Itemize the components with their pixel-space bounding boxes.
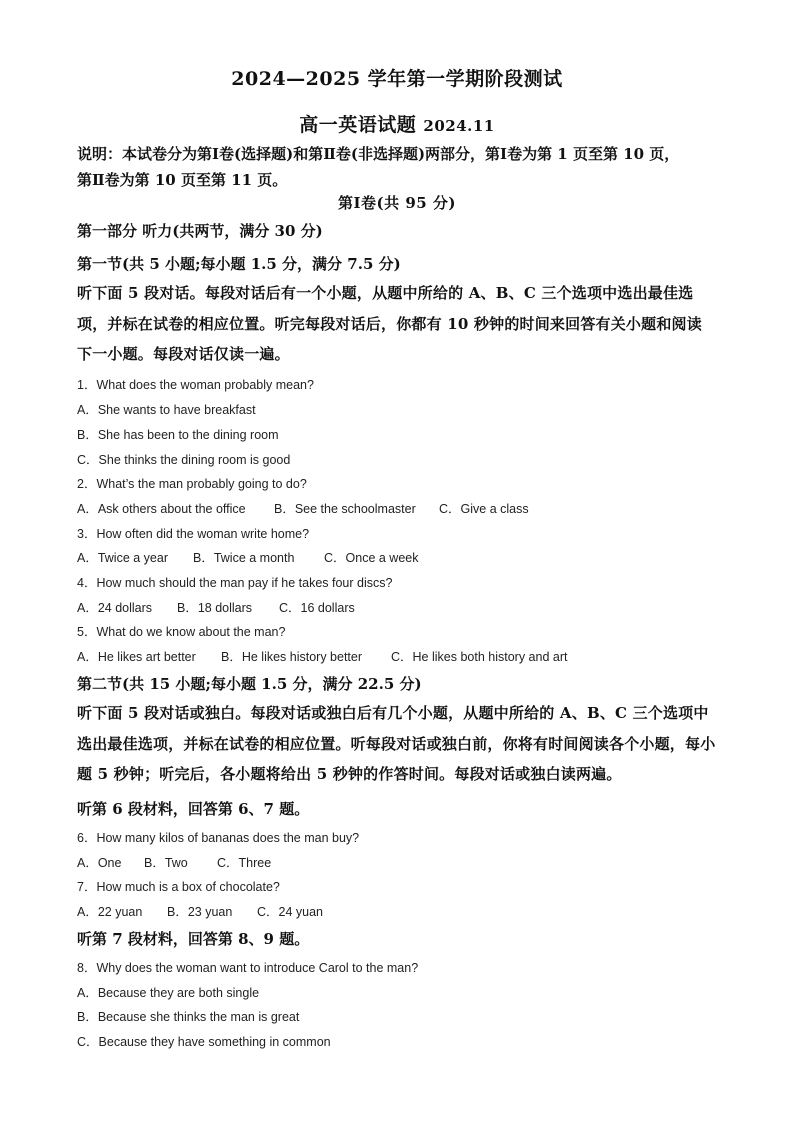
answer-option: B．He likes history better	[221, 650, 363, 664]
answer-option: C．She thinks the dining room is good	[77, 453, 291, 467]
answer-option: C．24 yuan	[257, 905, 324, 919]
volume-title: 第Ⅰ卷(共 95 分)	[337, 194, 457, 212]
answer-option: A．Twice a year	[77, 551, 169, 565]
answer-option: B．See the schoolmaster	[274, 502, 416, 516]
answer-option: A．24 dollars	[77, 601, 153, 615]
exam-date: 2024.11	[423, 117, 495, 135]
answer-option: A．Ask others about the office	[77, 502, 246, 516]
section2-directions: 听下面 5 段对话或独白。每段对话或独白后有几个小题，从题中所给的 A、B、C 三个选项中选出最佳选项，并标在试卷的相应位置。听每段对话或独白前，你将有时间阅读各个小题，每小题 5 秒钟；听完后，各小题将给出 5 秒钟的作答时间。每段对话或独白读两遍。	[77, 704, 716, 783]
question-stem: 5．What do we know about the man?	[77, 625, 286, 639]
question-stem: 6．How many kilos of bananas does the man buy?	[77, 831, 360, 845]
answer-option: A．She wants to have breakfast	[77, 403, 256, 417]
question-stem: 3．How often did the woman write home?	[77, 527, 310, 541]
options-row	[77, 902, 323, 920]
answer-option: C．16 dollars	[279, 601, 355, 615]
section1-directions: 听下面 5 段对话。每段对话后有一个小题，从题中所给的 A、B、C 三个选项中选出最佳选项，并标在试卷的相应位置。听完每段对话后，你都有 10 秒钟的时间来回答有关小题和阅读下一小题。每段对话仅读一遍。	[77, 284, 702, 363]
section2-title: 第二节(共 15 小题;每小题 1.5 分，满分 22.5 分)	[77, 675, 422, 693]
options-row	[77, 548, 418, 566]
answer-option: A．One	[77, 856, 122, 870]
options-row	[77, 647, 567, 665]
exam-subtitle	[0, 110, 794, 137]
answer-option: C．Give a class	[439, 502, 529, 516]
options-row	[77, 598, 355, 616]
options-row	[77, 853, 271, 871]
question-stem: 4．How much should the man pay if he takes four discs?	[77, 576, 393, 590]
answer-option: B．Two	[144, 856, 188, 870]
answer-option: B．Twice a month	[193, 551, 295, 565]
question-stem: 1．What does the woman probably mean?	[77, 378, 314, 392]
answer-option: C．Three	[217, 856, 272, 870]
instructions-line-1: 说明：本试卷分为第Ⅰ卷(选择题)和第Ⅱ卷(非选择题)两部分，第Ⅰ卷为第 1 页至第 10 页，	[77, 145, 680, 163]
answer-option: A．Because they are both single	[77, 986, 260, 1000]
question-stem: 2．What’s the man probably going to do?	[77, 477, 307, 491]
exam-title: 2024—2025 学年第一学期阶段测试	[231, 68, 563, 90]
answer-option: B．She has been to the dining room	[77, 428, 279, 442]
section1-title: 第一节(共 5 小题;每小题 1.5 分，满分 7.5 分)	[77, 255, 401, 273]
answer-option: C．He likes both history and art	[391, 650, 568, 664]
answer-option: B．23 yuan	[167, 905, 233, 919]
question-stem: 7．How much is a box of chocolate?	[77, 880, 280, 894]
options-row	[77, 499, 529, 517]
answer-option: B．18 dollars	[177, 601, 253, 615]
answer-option: C．Once a week	[324, 551, 419, 565]
subject-title: 高一英语试题	[299, 114, 417, 136]
answer-option: C．Because they have something in common	[77, 1035, 331, 1049]
question-stem: 8．Why does the woman want to introduce Carol to the man?	[77, 961, 419, 975]
material-instruction: 听第 6 段材料，回答第 6、7 题。	[77, 800, 310, 818]
part-title: 第一部分 听力(共两节，满分 30 分)	[77, 222, 323, 240]
material-instruction: 听第 7 段材料，回答第 8、9 题。	[77, 930, 310, 948]
answer-option: A．22 yuan	[77, 905, 143, 919]
instructions-line-2: 第Ⅱ卷为第 10 页至第 11 页。	[77, 171, 288, 189]
answer-option: B．Because she thinks the man is great	[77, 1010, 300, 1024]
answer-option: A．He likes art better	[77, 650, 196, 664]
